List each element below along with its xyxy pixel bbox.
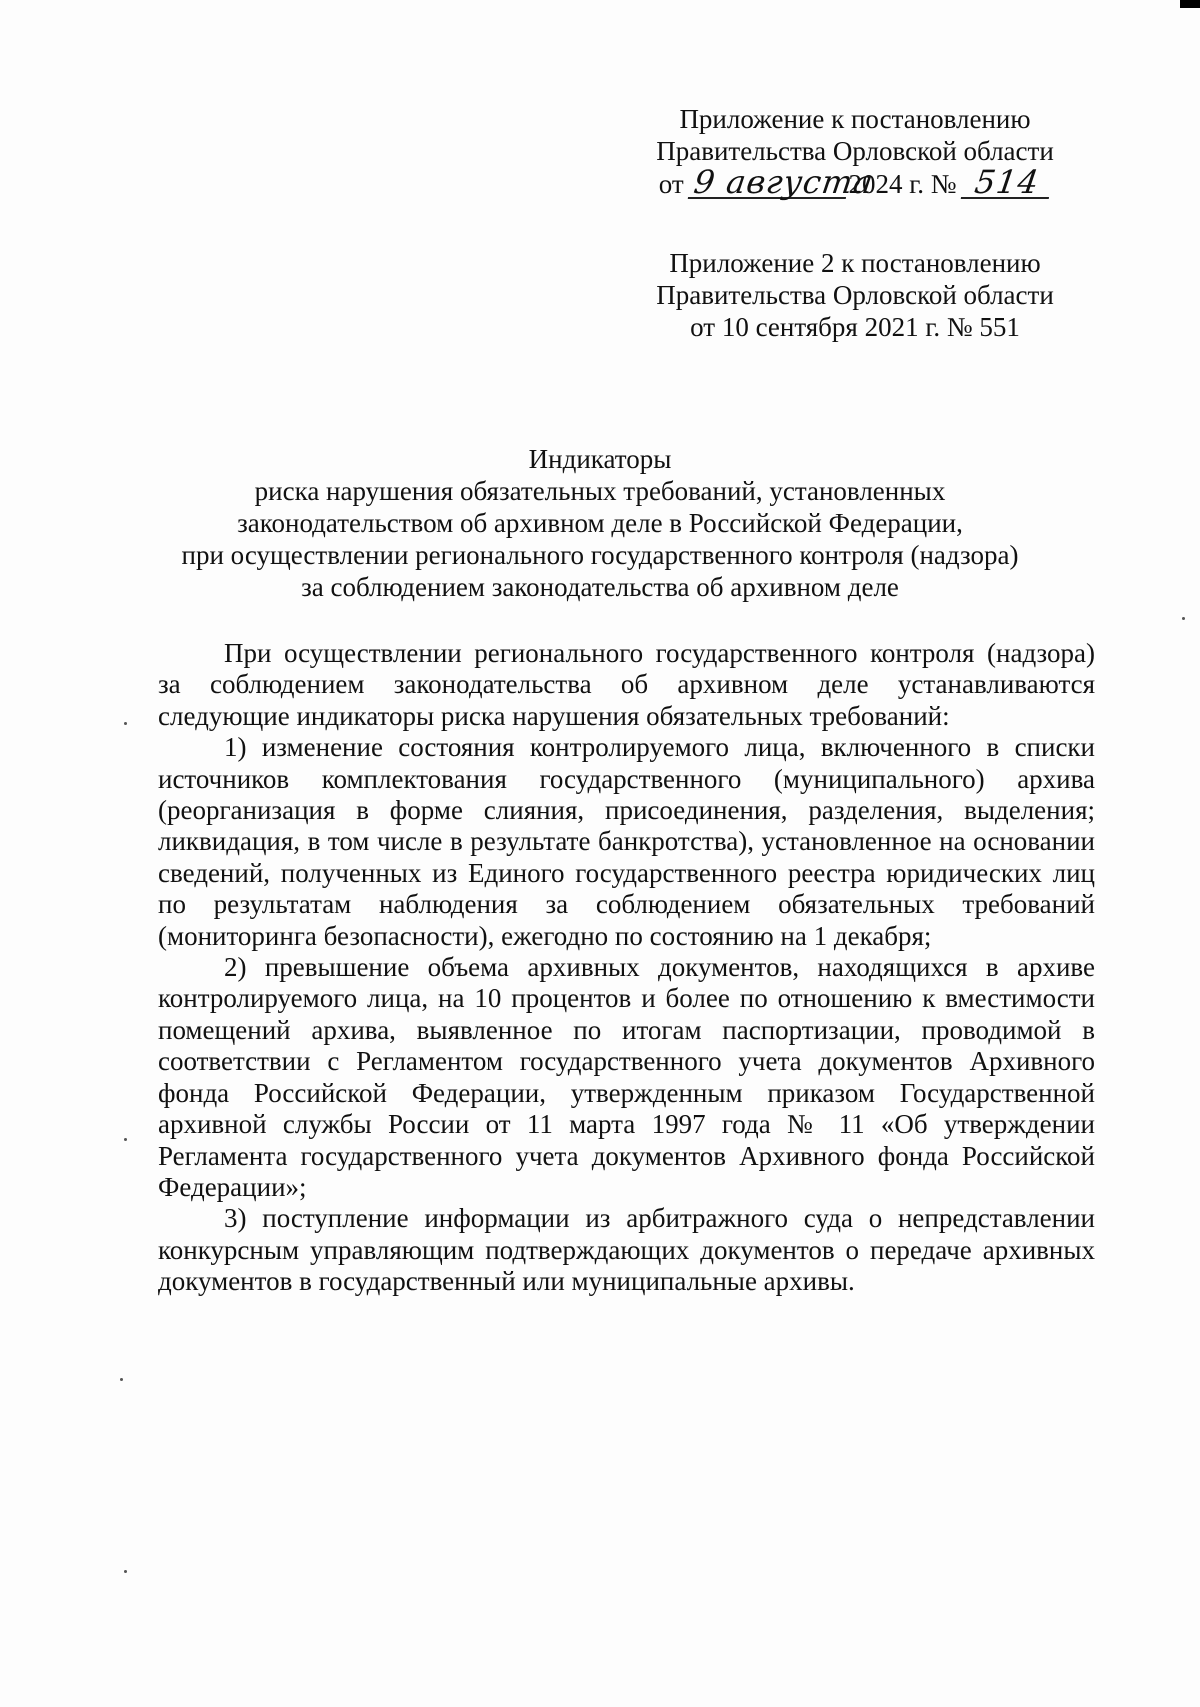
appendix-original-line3: от 10 сентября 2021 г. № 551 bbox=[690, 312, 1020, 342]
handwritten-number: 514 bbox=[961, 167, 1053, 199]
title-line1: Индикаторы bbox=[528, 444, 672, 474]
scan-speck bbox=[124, 1138, 127, 1141]
appendix-current-line2: Правительства Орловской области bbox=[656, 136, 1054, 166]
date-year: 2024 г. № bbox=[848, 169, 957, 199]
indicator-item-2: 2) превышение объема архивных документов, находящихся в архиве контролируемого лица, на 10 процентов и более по отношению к вместимости помещений архива, выявленное по итогам паспортизации, проводимой в соответствии с Регламентом государственного учета документов Архивного фонда Российской Федерации, утвержденным приказом Государственной архивной службы России от 11 марта 1997 года № 11 «Об утверждении Регламента государственного учета документов Архивного фонда Российской Федерации»; bbox=[158, 952, 1095, 1202]
intro-paragraph: При осуществлении регионального государственного контроля (надзора) за соблюдением законодательства об архивном деле устанавливаются следующие индикаторы риска нарушения обязательных требований: bbox=[158, 638, 1095, 731]
scan-corner-mark bbox=[1180, 0, 1200, 8]
title-line3: законодательством об архивном деле в Российской Федерации, bbox=[237, 508, 963, 538]
document-body bbox=[158, 638, 1095, 1298]
appendix-current-line1: Приложение к постановлению bbox=[679, 104, 1031, 134]
indicator-item-3: 3) поступление информации из арбитражного суда о непредставлении конкурсным управляющим подтверждающих документов о передаче архивных документов в государственный или муниципальные архивы. bbox=[158, 1203, 1095, 1297]
appendix-original-header bbox=[640, 247, 1070, 343]
indicator-item-1: 1) изменение состояния контролируемого лица, включенного в списки источников комплектования государственного (муниципального) архива (реорганизация в форме слияния, присоединения, разделения, выделения; ликвидация, в том числе в результате банкротства), установленное на основании сведений, полученных из Единого государственного реестра юридических лиц по результатам наблюдения за соблюдением обязательных требований (мониторинга безопасности), ежегодно по состоянию на 1 декабря; bbox=[158, 732, 1095, 951]
document-title bbox=[120, 443, 1080, 603]
appendix-current-header bbox=[640, 103, 1070, 200]
appendix-original-line1: Приложение 2 к постановлению bbox=[669, 248, 1041, 278]
scan-speck bbox=[124, 1570, 127, 1573]
scan-speck bbox=[124, 722, 127, 725]
scan-speck bbox=[1182, 617, 1185, 620]
scan-speck bbox=[120, 1378, 123, 1381]
appendix-current-date-line bbox=[640, 163, 1070, 201]
appendix-original-line2: Правительства Орловской области bbox=[656, 280, 1054, 310]
title-line2: риска нарушения обязательных требований, установленных bbox=[254, 476, 946, 506]
title-line5: за соблюдением законодательства об архивном деле bbox=[301, 572, 899, 602]
handwritten-date: 9 августа bbox=[688, 167, 850, 199]
title-line4: при осуществлении регионального государственного контроля (надзора) bbox=[181, 540, 1019, 570]
date-prefix: от bbox=[658, 169, 684, 199]
